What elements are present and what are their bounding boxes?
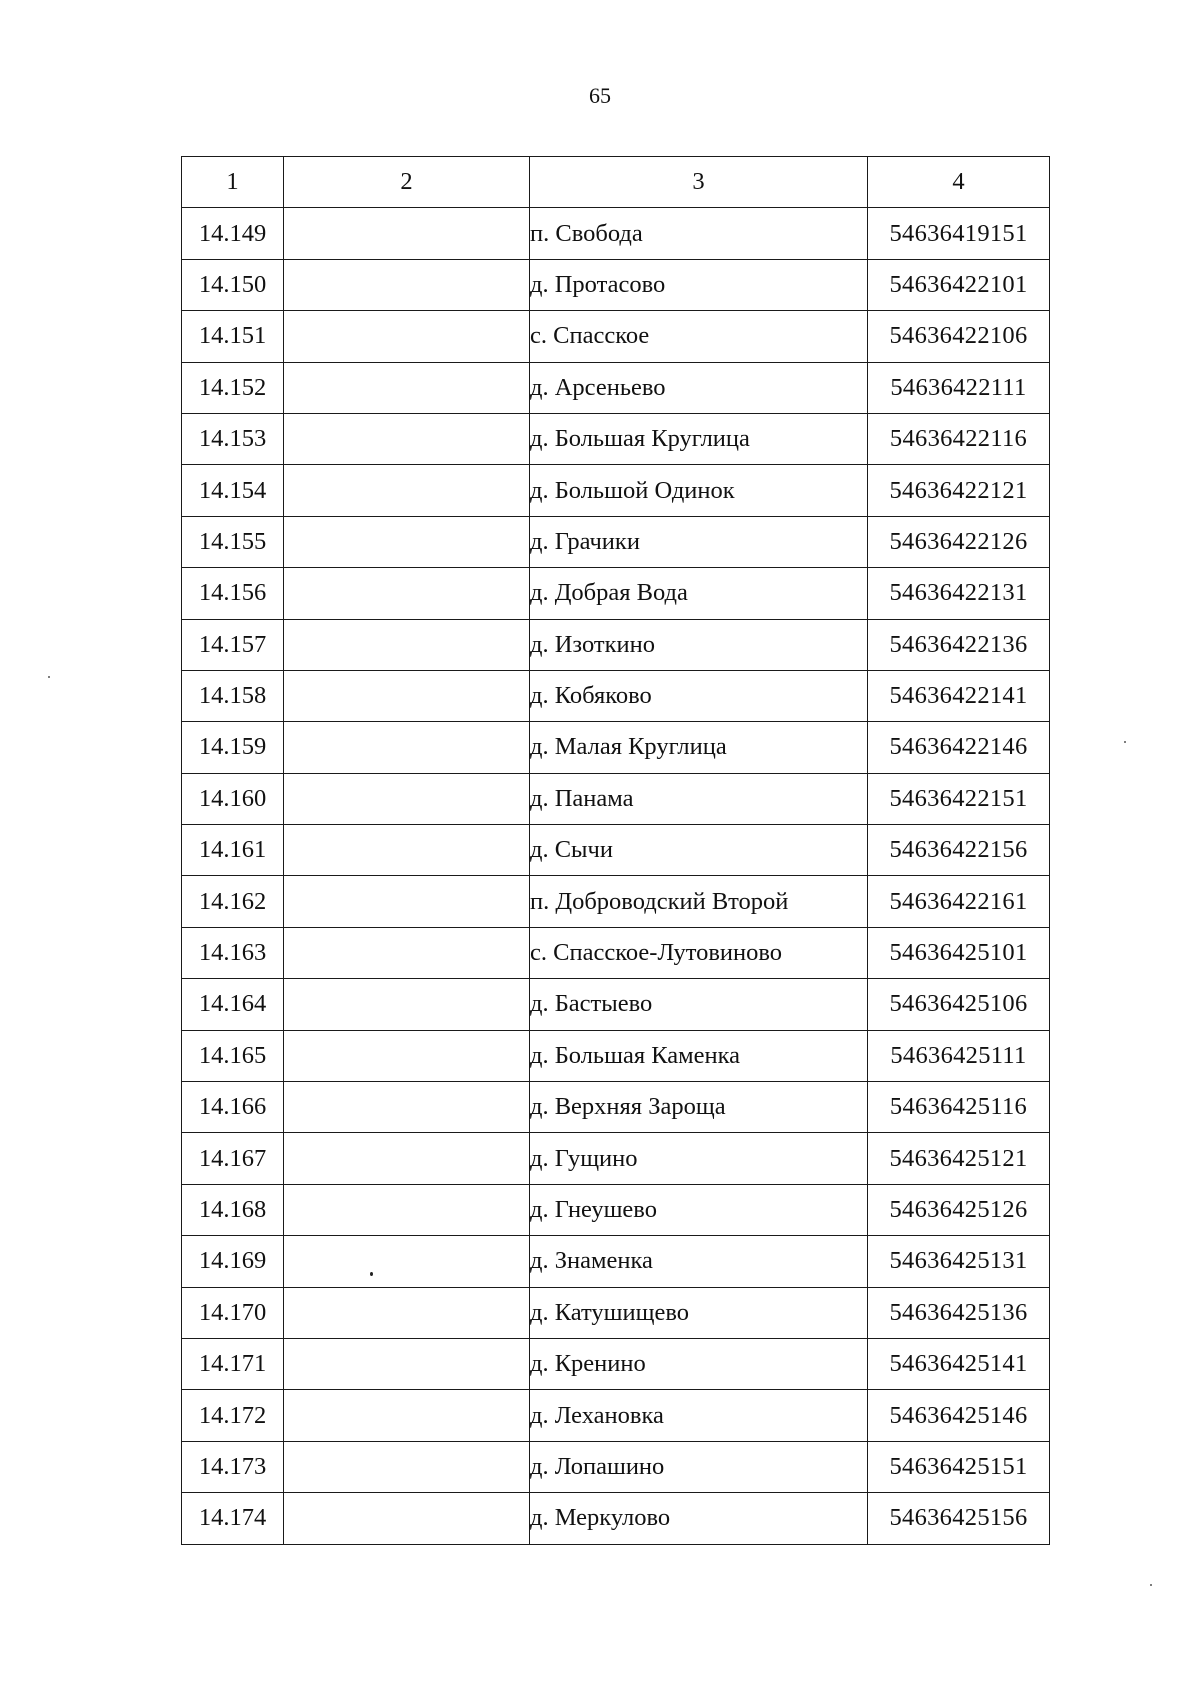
row-number-cell: 14.158 <box>182 670 284 721</box>
settlements-table <box>181 156 1050 1545</box>
column-2-cell <box>284 1338 530 1389</box>
oktmo-code-cell: 54636422136 <box>868 619 1050 670</box>
table-row <box>182 722 1050 773</box>
column-2-cell <box>284 208 530 259</box>
settlement-name-cell: д. Малая Круглица <box>530 722 868 773</box>
oktmo-code-cell: 54636425106 <box>868 979 1050 1030</box>
row-number-cell: 14.169 <box>182 1236 284 1287</box>
table-row <box>182 208 1050 259</box>
row-number-cell: 14.149 <box>182 208 284 259</box>
table-row <box>182 979 1050 1030</box>
settlement-name-cell: д. Кобяково <box>530 670 868 721</box>
settlement-name-cell: д. Катушищево <box>530 1287 868 1338</box>
table-row <box>182 619 1050 670</box>
table-header-row <box>182 157 1050 208</box>
oktmo-code-cell: 54636425101 <box>868 927 1050 978</box>
row-number-cell: 14.166 <box>182 1082 284 1133</box>
row-number-cell: 14.152 <box>182 362 284 413</box>
table-row <box>182 1287 1050 1338</box>
column-header-2: 2 <box>284 157 530 208</box>
column-2-cell <box>284 1030 530 1081</box>
table-row <box>182 465 1050 516</box>
table-row <box>182 670 1050 721</box>
oktmo-code-cell: 54636425131 <box>868 1236 1050 1287</box>
column-2-cell <box>284 259 530 310</box>
row-number-cell: 14.164 <box>182 979 284 1030</box>
row-number-cell: 14.171 <box>182 1338 284 1389</box>
scan-speck <box>1124 741 1126 743</box>
scan-speck <box>48 676 50 678</box>
settlement-name-cell: д. Изоткино <box>530 619 868 670</box>
row-number-cell: 14.161 <box>182 825 284 876</box>
row-number-cell: 14.163 <box>182 927 284 978</box>
column-2-cell <box>284 362 530 413</box>
oktmo-code-cell: 54636422116 <box>868 413 1050 464</box>
oktmo-code-cell: 54636422111 <box>868 362 1050 413</box>
oktmo-code-cell: 54636425136 <box>868 1287 1050 1338</box>
oktmo-code-cell: 54636422141 <box>868 670 1050 721</box>
column-2-cell <box>284 1082 530 1133</box>
table-row <box>182 1493 1050 1544</box>
settlement-name-cell: д. Гнеушево <box>530 1184 868 1235</box>
settlement-name-cell: д. Арсеньево <box>530 362 868 413</box>
settlement-name-cell: д. Грачики <box>530 516 868 567</box>
column-2-cell <box>284 516 530 567</box>
column-2-cell <box>284 1133 530 1184</box>
settlement-name-cell: п. Свобода <box>530 208 868 259</box>
column-2-cell <box>284 670 530 721</box>
column-2-cell <box>284 1287 530 1338</box>
settlement-name-cell: с. Спасское-Лутовиново <box>530 927 868 978</box>
column-2-cell <box>284 927 530 978</box>
table-row <box>182 1441 1050 1492</box>
column-2-cell <box>284 876 530 927</box>
table-row <box>182 1133 1050 1184</box>
row-number-cell: 14.156 <box>182 568 284 619</box>
table-row <box>182 568 1050 619</box>
oktmo-code-cell: 54636425141 <box>868 1338 1050 1389</box>
settlement-name-cell: д. Гущино <box>530 1133 868 1184</box>
settlement-name-cell: д. Лопашино <box>530 1441 868 1492</box>
oktmo-code-cell: 54636422121 <box>868 465 1050 516</box>
oktmo-code-cell: 54636425146 <box>868 1390 1050 1441</box>
table-row <box>182 311 1050 362</box>
oktmo-code-cell: 54636425151 <box>868 1441 1050 1492</box>
table-row <box>182 362 1050 413</box>
oktmo-code-cell: 54636419151 <box>868 208 1050 259</box>
settlement-name-cell: д. Лехановка <box>530 1390 868 1441</box>
column-2-cell <box>284 311 530 362</box>
settlement-name-cell: с. Спасское <box>530 311 868 362</box>
oktmo-code-cell: 54636422146 <box>868 722 1050 773</box>
column-2-cell <box>284 1493 530 1544</box>
table-body <box>182 208 1050 1544</box>
settlement-name-cell: д. Протасово <box>530 259 868 310</box>
row-number-cell: 14.167 <box>182 1133 284 1184</box>
column-2-cell <box>284 979 530 1030</box>
table-row <box>182 773 1050 824</box>
table-row <box>182 1082 1050 1133</box>
row-number-cell: 14.153 <box>182 413 284 464</box>
column-2-cell <box>284 1390 530 1441</box>
table-row <box>182 876 1050 927</box>
row-number-cell: 14.170 <box>182 1287 284 1338</box>
table-row <box>182 1030 1050 1081</box>
oktmo-code-cell: 54636422161 <box>868 876 1050 927</box>
settlement-name-cell: д. Меркулово <box>530 1493 868 1544</box>
settlement-name-cell: д. Верхняя Зароща <box>530 1082 868 1133</box>
table-row <box>182 1390 1050 1441</box>
column-2-cell <box>284 465 530 516</box>
table-row <box>182 825 1050 876</box>
oktmo-code-cell: 54636425116 <box>868 1082 1050 1133</box>
settlement-name-cell: д. Панама <box>530 773 868 824</box>
oktmo-code-cell: 54636425126 <box>868 1184 1050 1235</box>
table-row <box>182 927 1050 978</box>
settlement-name-cell: д. Бастыево <box>530 979 868 1030</box>
oktmo-code-cell: 54636425111 <box>868 1030 1050 1081</box>
row-number-cell: 14.162 <box>182 876 284 927</box>
row-number-cell: 14.174 <box>182 1493 284 1544</box>
column-2-cell <box>284 825 530 876</box>
settlement-name-cell: д. Большая Круглица <box>530 413 868 464</box>
table-row <box>182 1184 1050 1235</box>
table-row <box>182 413 1050 464</box>
column-2-cell <box>284 568 530 619</box>
row-number-cell: 14.165 <box>182 1030 284 1081</box>
column-2-cell <box>284 413 530 464</box>
oktmo-code-cell: 54636422106 <box>868 311 1050 362</box>
settlement-name-cell: д. Добрая Вода <box>530 568 868 619</box>
page-number: 65 <box>589 83 611 108</box>
settlement-name-cell: д. Большая Каменка <box>530 1030 868 1081</box>
oktmo-code-cell: 54636422131 <box>868 568 1050 619</box>
oktmo-code-cell: 54636422101 <box>868 259 1050 310</box>
row-number-cell: 14.157 <box>182 619 284 670</box>
table-row <box>182 1338 1050 1389</box>
column-2-cell <box>284 619 530 670</box>
table-row <box>182 1236 1050 1287</box>
column-header-1: 1 <box>182 157 284 208</box>
column-2-cell <box>284 773 530 824</box>
table-row <box>182 259 1050 310</box>
column-header-4: 4 <box>868 157 1050 208</box>
settlement-name-cell: д. Большой Одинок <box>530 465 868 516</box>
column-2-cell <box>284 1184 530 1235</box>
oktmo-code-cell: 54636425156 <box>868 1493 1050 1544</box>
row-number-cell: 14.172 <box>182 1390 284 1441</box>
row-number-cell: 14.168 <box>182 1184 284 1235</box>
oktmo-code-cell: 54636425121 <box>868 1133 1050 1184</box>
oktmo-code-cell: 54636422151 <box>868 773 1050 824</box>
oktmo-code-cell: 54636422126 <box>868 516 1050 567</box>
row-number-cell: 14.160 <box>182 773 284 824</box>
table-row <box>182 516 1050 567</box>
settlement-name-cell: д. Сычи <box>530 825 868 876</box>
column-2-cell <box>284 1441 530 1492</box>
row-number-cell: 14.155 <box>182 516 284 567</box>
column-2-cell <box>284 722 530 773</box>
settlement-name-cell: п. Доброводский Второй <box>530 876 868 927</box>
column-header-3: 3 <box>530 157 868 208</box>
row-number-cell: 14.150 <box>182 259 284 310</box>
settlement-name-cell: д. Кренино <box>530 1338 868 1389</box>
scan-speck <box>370 1272 373 1276</box>
oktmo-code-cell: 54636422156 <box>868 825 1050 876</box>
scan-speck <box>1150 1584 1152 1586</box>
row-number-cell: 14.159 <box>182 722 284 773</box>
row-number-cell: 14.154 <box>182 465 284 516</box>
row-number-cell: 14.151 <box>182 311 284 362</box>
settlement-name-cell: д. Знаменка <box>530 1236 868 1287</box>
column-2-cell <box>284 1236 530 1287</box>
row-number-cell: 14.173 <box>182 1441 284 1492</box>
